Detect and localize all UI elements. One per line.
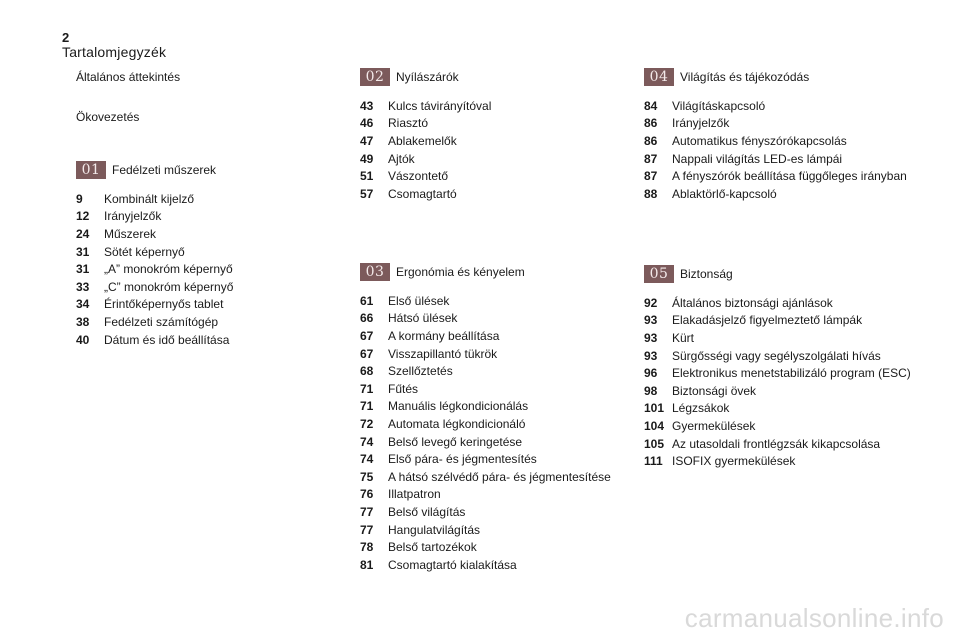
toc-entry-text: Automata légkondicionáló xyxy=(388,416,526,431)
toc-entry-text: Szellőztetés xyxy=(388,364,453,379)
toc-page-number: 98 xyxy=(644,383,658,398)
toc-entry-text: Sürgősségi vagy segélyszolgálati hívás xyxy=(672,348,881,363)
toc-page-number: 78 xyxy=(360,540,374,555)
toc-entry-text: Vászontető xyxy=(388,169,449,184)
toc-page-number: 71 xyxy=(360,381,374,396)
toc-entry-text: Elakadásjelző figyelmeztető lámpák xyxy=(672,313,863,328)
toc-entry-text: Csomagtartó kialakítása xyxy=(388,557,517,572)
toc-entry-text: A hátsó szélvédő pára- és jégmentesítése xyxy=(388,469,611,484)
toc-entry-text: Ablaktörlő-kapcsoló xyxy=(672,186,777,201)
toc-page-number: 87 xyxy=(644,151,658,166)
toc-entry[interactable] xyxy=(76,225,233,243)
toc-entry[interactable] xyxy=(644,364,911,382)
toc-entry-text: Érintőképernyős tablet xyxy=(104,297,224,312)
toc-page-number: 101 xyxy=(644,401,665,416)
toc-page-number: 75 xyxy=(360,469,374,484)
toc-entry-text: Automatikus fényszórókapcsolás xyxy=(672,133,847,148)
toc-entry-text: Ablakemelők xyxy=(388,133,457,148)
section-overview-link[interactable]: Általános áttekintés xyxy=(76,70,181,84)
toc-entry[interactable] xyxy=(360,538,611,556)
toc-list xyxy=(644,97,907,203)
toc-entry[interactable] xyxy=(644,167,907,185)
toc-page-number: 96 xyxy=(644,366,658,381)
toc-entry[interactable] xyxy=(360,486,611,504)
toc-entry[interactable] xyxy=(360,521,611,539)
section-header[interactable] xyxy=(360,67,491,87)
section-header[interactable] xyxy=(644,264,911,284)
toc-page-number: 9 xyxy=(76,191,83,206)
toc-entry[interactable] xyxy=(76,296,233,314)
toc-entry-text: Az utasoldali frontlégzsák kikapcsolása xyxy=(672,436,881,451)
toc-page-number: 40 xyxy=(76,332,90,347)
toc-entry-text: Gyermekülések xyxy=(672,418,756,433)
toc-entry-text: Irányjelzők xyxy=(672,116,730,131)
page-number: 2 xyxy=(62,30,70,45)
toc-page-number: 84 xyxy=(644,98,658,113)
section-title: Világítás és tájékozódás xyxy=(680,70,810,84)
toc-entry-text: Belső tartozékok xyxy=(388,540,477,555)
toc-entry[interactable] xyxy=(644,150,907,168)
toc-entry-text: Fedélzeti számítógép xyxy=(104,314,219,329)
toc-entry[interactable] xyxy=(644,435,911,453)
toc-page-number: 74 xyxy=(360,434,374,449)
toc-entry[interactable] xyxy=(644,294,911,312)
toc-entry-text: Első pára- és jégmentesítés xyxy=(388,452,537,467)
toc-entry[interactable] xyxy=(644,312,911,330)
toc-entry[interactable] xyxy=(76,243,233,261)
toc-page-number: 111 xyxy=(644,454,663,469)
toc-entry[interactable] xyxy=(360,503,611,521)
toc-page-number: 86 xyxy=(644,133,658,148)
toc-entry-text: Riasztó xyxy=(388,116,429,131)
toc-entry[interactable] xyxy=(360,556,611,574)
toc-entry-text: Fűtés xyxy=(388,381,419,396)
toc-page-number: 31 xyxy=(76,244,90,259)
toc-page-number: 12 xyxy=(76,209,90,224)
toc-entry[interactable] xyxy=(644,382,911,400)
toc-entry[interactable] xyxy=(360,97,491,115)
section-03 xyxy=(360,262,611,574)
section-header[interactable] xyxy=(644,67,907,87)
toc-entry[interactable] xyxy=(360,415,611,433)
toc-page-number: 46 xyxy=(360,116,374,131)
toc-entry[interactable] xyxy=(76,331,233,349)
toc-page-number: 76 xyxy=(360,487,374,502)
toc-entry[interactable] xyxy=(360,398,611,416)
toc-entry[interactable] xyxy=(360,468,611,486)
page-title: Tartalomjegyzék xyxy=(62,44,167,60)
toc-entry[interactable] xyxy=(644,347,911,365)
toc-page-number: 86 xyxy=(644,116,658,131)
toc-page-number: 67 xyxy=(360,346,374,361)
toc-page-number: 34 xyxy=(76,297,90,312)
toc-entry-text: „C” monokróm képernyő xyxy=(104,279,234,294)
toc-entry-text: Világításkapcsoló xyxy=(672,98,766,113)
section-01 xyxy=(76,160,233,348)
toc-entry[interactable] xyxy=(360,380,611,398)
toc-page-number: 49 xyxy=(360,151,374,166)
toc-page-number: 61 xyxy=(360,293,374,308)
toc-entry-text: Illatpatron xyxy=(388,487,441,502)
toc-entry[interactable] xyxy=(644,400,911,418)
toc-entry[interactable] xyxy=(360,292,611,310)
section-header[interactable] xyxy=(360,262,611,282)
toc-page-number: 81 xyxy=(360,557,374,572)
toc-entry[interactable] xyxy=(644,115,907,133)
toc-list xyxy=(644,294,911,470)
toc-entry-text: Sötét képernyő xyxy=(104,244,185,259)
toc-page-number: 93 xyxy=(644,330,658,345)
toc-entry[interactable] xyxy=(644,185,907,203)
toc-page-number: 66 xyxy=(360,311,374,326)
toc-entry-text: Első ülések xyxy=(388,293,450,308)
toc-entry-text: Manuális légkondicionálás xyxy=(388,399,529,414)
toc-entry[interactable] xyxy=(360,150,491,168)
section-number-badge: 02 xyxy=(360,68,390,86)
section-eco-link[interactable]: Ökovezetés xyxy=(76,110,140,124)
toc-entry-text: Hangulatvilágítás xyxy=(388,522,481,537)
toc-page-number: 68 xyxy=(360,364,374,379)
toc-page-number: 92 xyxy=(644,295,658,310)
toc-entry[interactable] xyxy=(360,450,611,468)
toc-entry[interactable] xyxy=(360,327,611,345)
toc-entry[interactable] xyxy=(76,260,233,278)
toc-entry-text: Visszapillantó tükrök xyxy=(388,346,498,361)
toc-entry[interactable] xyxy=(360,185,491,203)
toc-page-number: 67 xyxy=(360,328,374,343)
toc-page-number: 72 xyxy=(360,416,374,431)
toc-entry-text: Csomagtartó xyxy=(388,186,457,201)
toc-page-number: 87 xyxy=(644,169,658,184)
toc-entry[interactable] xyxy=(644,452,911,470)
toc-page-number: 71 xyxy=(360,399,374,414)
toc-page-number: 31 xyxy=(76,262,90,277)
toc-page-number: 104 xyxy=(644,418,665,433)
toc-list xyxy=(360,292,611,574)
toc-entry-text: Belső világítás xyxy=(388,504,466,519)
toc-entry-text: Kulcs távirányítóval xyxy=(388,98,492,113)
toc-page-number: 47 xyxy=(360,133,374,148)
section-02 xyxy=(360,67,491,203)
toc-page-number: 105 xyxy=(644,436,665,451)
section-title: Fedélzeti műszerek xyxy=(112,163,217,177)
toc-page-number: 38 xyxy=(76,314,90,329)
toc-list xyxy=(76,190,233,348)
toc-page-number: 33 xyxy=(76,279,90,294)
toc-entry-text: Légzsákok xyxy=(672,401,730,416)
toc-entry-text: A kormány beállítása xyxy=(388,328,500,343)
toc-entry[interactable] xyxy=(360,345,611,363)
section-number-badge: 03 xyxy=(360,263,390,281)
toc-page-number: 93 xyxy=(644,313,658,328)
section-number-badge: 05 xyxy=(644,265,674,283)
section-title: Ergonómia és kényelem xyxy=(396,265,525,279)
toc-entry[interactable] xyxy=(76,190,233,208)
section-number-badge: 04 xyxy=(644,68,674,86)
toc-entry-text: Általános biztonsági ajánlások xyxy=(672,295,833,310)
toc-page-number: 74 xyxy=(360,452,374,467)
toc-entry[interactable] xyxy=(644,97,907,115)
toc-page-number: 93 xyxy=(644,348,658,363)
section-title: Nyílászárók xyxy=(396,70,459,84)
toc-entry[interactable] xyxy=(360,115,491,133)
section-title: Biztonság xyxy=(680,267,733,281)
toc-page-number: 51 xyxy=(360,169,374,184)
toc-entry[interactable] xyxy=(644,329,911,347)
toc-entry-text: Kombinált kijelző xyxy=(104,191,195,206)
toc-entry-text: Nappali világítás LED-es lámpái xyxy=(672,151,843,166)
toc-entry[interactable] xyxy=(644,132,907,150)
toc-entry-text: ISOFIX gyermekülések xyxy=(672,454,796,469)
toc-entry-text: Belső levegő keringetése xyxy=(388,434,523,449)
watermark: carmanualsonline.info xyxy=(684,603,944,633)
toc-entry[interactable] xyxy=(360,433,611,451)
section-header[interactable] xyxy=(76,160,233,180)
toc-entry[interactable] xyxy=(76,208,233,226)
toc-entry-text: „A” monokróm képernyő xyxy=(104,262,233,277)
toc-entry-text: Kürt xyxy=(672,330,695,345)
toc-entry[interactable] xyxy=(76,313,233,331)
toc-page-number: 77 xyxy=(360,504,374,519)
toc-entry[interactable] xyxy=(360,310,611,328)
section-number-badge: 01 xyxy=(76,161,106,179)
toc-entry-text: Elektronikus menetstabilizáló program (ESC) xyxy=(672,366,911,381)
toc-list xyxy=(360,97,491,203)
toc-page-number: 43 xyxy=(360,98,374,113)
toc-page-number: 88 xyxy=(644,186,658,201)
toc-entry-text: A fényszórók beállítása függőleges irányban xyxy=(672,169,907,184)
toc-entry[interactable] xyxy=(360,167,491,185)
toc-entry-text: Irányjelzők xyxy=(104,209,162,224)
section-04 xyxy=(644,67,907,203)
section-05 xyxy=(644,264,911,470)
toc-entry[interactable] xyxy=(644,417,911,435)
toc-entry-text: Hátsó ülések xyxy=(388,311,458,326)
toc-entry[interactable] xyxy=(360,362,611,380)
toc-entry[interactable] xyxy=(360,132,491,150)
toc-page-number: 24 xyxy=(76,226,90,241)
toc-entry-text: Dátum és idő beállítása xyxy=(104,332,230,347)
toc-page-number: 57 xyxy=(360,186,374,201)
toc-entry-text: Biztonsági övek xyxy=(672,383,757,398)
toc-entry-text: Ajtók xyxy=(388,151,415,166)
toc-page-number: 77 xyxy=(360,522,374,537)
toc-entry[interactable] xyxy=(76,278,233,296)
toc-entry-text: Műszerek xyxy=(104,226,157,241)
